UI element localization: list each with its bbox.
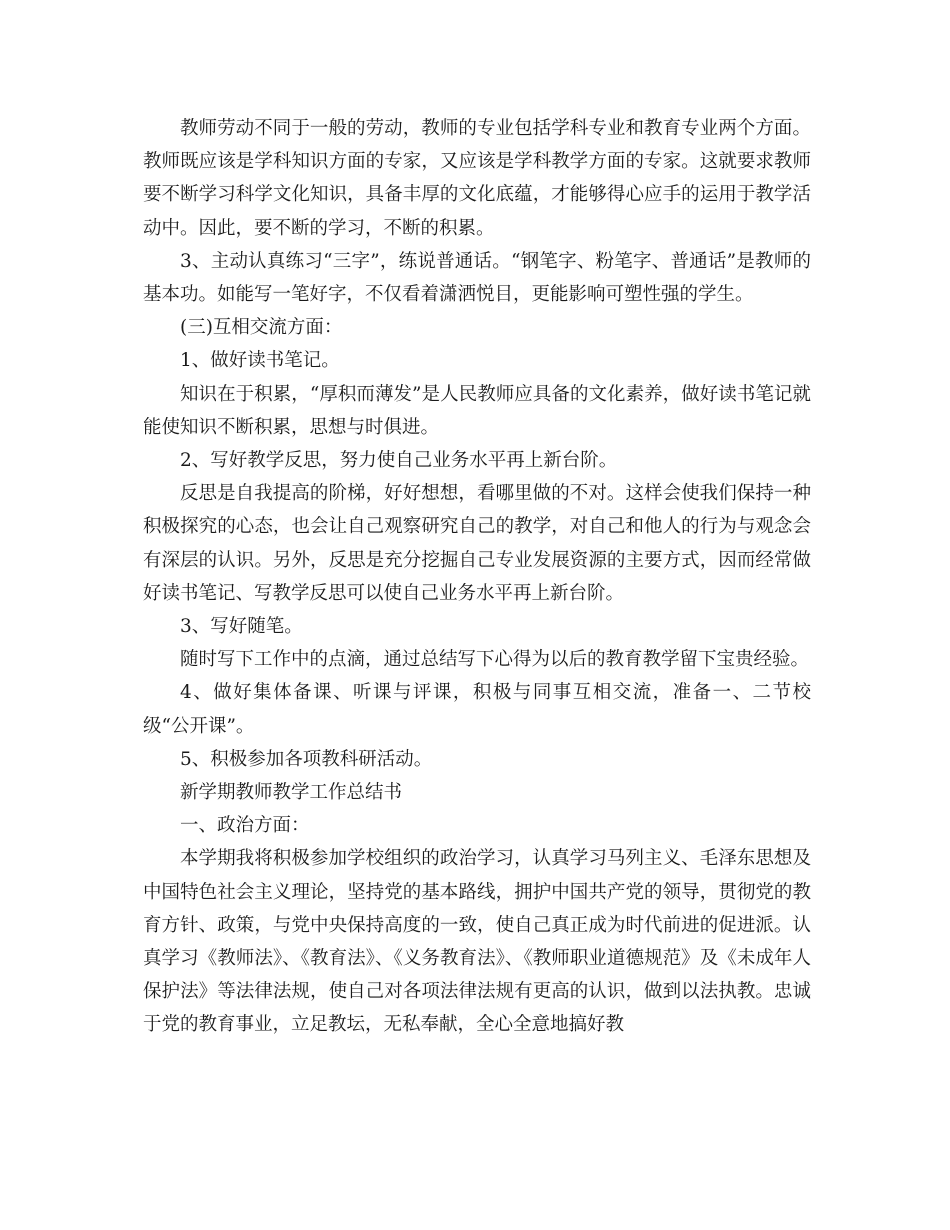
item-collective-lessons: 4、做好集体备课、听课与评课，积极与同事互相交流，准备一、二节校级“公开课”。 — [143, 682, 811, 737]
section-heading-politics: 一、政治方面： — [180, 815, 310, 837]
document-subtitle: 新学期教师教学工作总结书 — [180, 782, 403, 804]
paragraph-essays: 随时写下工作中的点滴，通过总结写下心得为以后的教育教学留下宝贵经验。 — [180, 649, 810, 671]
section-heading-communication: (三)互相交流方面： — [180, 317, 343, 339]
item-essays: 3、写好随笔。 — [180, 616, 303, 638]
item-reading-notes: 1、做好读书笔记。 — [180, 350, 340, 372]
item-teaching-reflection: 2、写好教学反思，努力使自己业务水平再上新台阶。 — [180, 450, 618, 472]
paragraph-three-scripts: 3、主动认真练习“三字”，练说普通话。“钢笔字、粉笔字、普通话”是教师的基本功。如能写一笔好字，不仅看着潇洒悦目，更能影响可塑性强的学生。 — [143, 250, 811, 306]
paragraph-reflection: 反思是自我提高的阶梯，好好想想，看哪里做的不对。这样会使我们保持一种积极探究的心态，也会让自己观察研究自己的教学，对自己和他人的行为与观念会有深层的认识。另外，反思是充分挖掘自己专业发展资源的主要方式，因而经常做好读书笔记、写教学反思可以使自己业务水平再上新台阶。 — [143, 483, 811, 604]
item-research-activities: 5、积极参加各项教科研活动。 — [180, 748, 433, 770]
paragraph-teacher-labor: 教师劳动不同于一般的劳动，教师的专业包括学科专业和教育专业两个方面。教师既应该是学科知识方面的专家，又应该是学科教学方面的专家。这就要求教师要不断学习科学文化知识，具备丰厚的文化底蕴，才能够得心应手的运用于教学活动中。因此，要不断的学习，不断的积累。 — [143, 118, 811, 239]
paragraph-knowledge-accumulation: 知识在于积累，“厚积而薄发”是人民教师应具备的文化素养，做好读书笔记就能使知识不断积累，思想与时俱进。 — [143, 383, 811, 438]
paragraph-political-study: 本学期我将积极参加学校组织的政治学习，认真学习马列主义、毛泽东思想及中国特色社会主义理论，坚持党的基本路线，拥护中国共产党的领导，贯彻党的教育方针、政策，与党中央保持高度的一致，使自己真正成为时代前进的促进派。认真学习《教师法》、《教育法》、《义务教育法》、《教师职业道德规范》及《未成年人保护法》等法律法规，使自己对各项法律法规有更高的认识，做到以法执教。忠诚于党的教育事业，立足教坛，无私奉献，全心全意地搞好教 — [143, 848, 811, 1036]
document-body — [143, 112, 811, 1042]
